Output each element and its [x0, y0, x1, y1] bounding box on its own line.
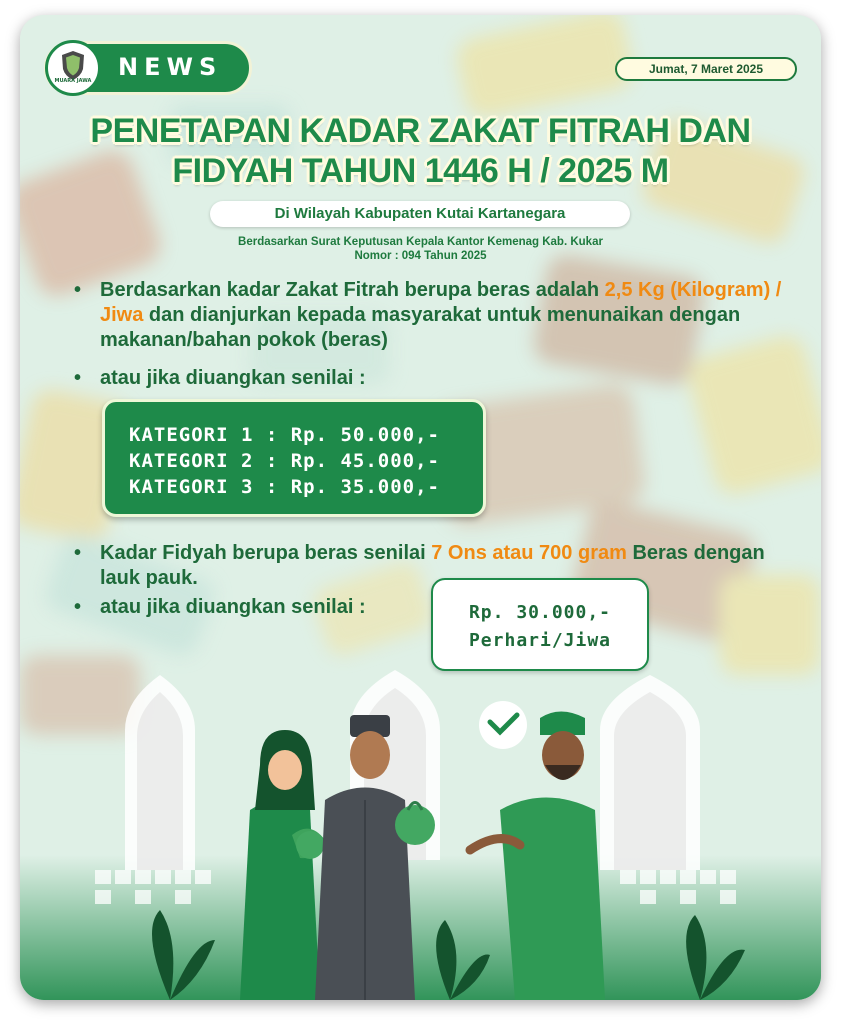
zakat-text-1: Berdasarkan kadar Zakat Fitrah berupa beras adalah	[100, 279, 605, 301]
logo-emblem	[45, 40, 101, 96]
category-box	[102, 399, 486, 517]
fidyah-unit: Perhari/Jiwa	[468, 630, 612, 651]
bullet-dot: •	[74, 542, 82, 564]
fidyah-money-intro: atau jika diuangkan senilai :	[100, 596, 366, 618]
plant-right	[686, 915, 745, 1000]
woman-figure	[240, 730, 325, 1000]
poster-card	[20, 15, 821, 1000]
bullet-dot: •	[74, 279, 82, 301]
zakat-bullet	[74, 278, 790, 353]
title-line-1: PENETAPAN KADAR ZAKAT FITRAH DAN	[90, 112, 751, 150]
plant-left	[152, 910, 215, 1000]
region-badge: Di Wilayah Kabupaten Kutai Kartanegara	[210, 201, 630, 227]
category-3: KATEGORI 3 : Rp. 35.000,-	[129, 476, 440, 498]
fidyah-text-1: Kadar Fidyah berupa beras senilai	[100, 542, 432, 564]
zakat-text-2: dan dianjurkan kepada masyarakat untuk menunaikan dengan makanan/bahan pokok (beras)	[100, 304, 741, 351]
date-badge: Jumat, 7 Maret 2025	[615, 57, 797, 81]
plant-middle	[436, 920, 490, 1000]
title-line-2: FIDYAH TAHUN 1446 H / 2025 M	[172, 152, 669, 190]
tile-floor	[95, 870, 736, 904]
page-title	[60, 111, 781, 191]
shield-icon	[48, 43, 98, 93]
zakat-highlight: 2,5 Kg (Kilogram) / Jiwa	[100, 279, 782, 326]
fidyah-amount-box	[431, 578, 649, 671]
bullet-dot: •	[74, 367, 82, 389]
category-2: KATEGORI 2 : Rp. 45.000,-	[129, 450, 440, 472]
fidyah-text-2: Beras dengan lauk pauk.	[100, 542, 765, 589]
fidyah-amount: Rp. 30.000,-	[468, 602, 612, 623]
man-figure	[470, 712, 605, 1001]
decree-line-2: Nomor : 094 Tahun 2025	[354, 250, 487, 262]
logo-text: MUARA JAWA	[54, 78, 92, 84]
category-1: KATEGORI 1 : Rp. 50.000,-	[129, 424, 440, 446]
check-bubble-icon	[479, 701, 527, 749]
zakat-money-intro: atau jika diuangkan senilai :	[100, 367, 366, 389]
fidyah-highlight: 7 Ons atau 700 gram	[431, 542, 627, 564]
news-label: NEWS	[118, 53, 223, 81]
decree-reference	[160, 235, 681, 263]
zakat-illustration	[20, 670, 821, 1000]
fidyah-money-bullet	[74, 595, 430, 620]
bullet-dot: •	[74, 596, 82, 618]
zakat-money-bullet	[74, 366, 600, 391]
decree-line-1: Berdasarkan Surat Keputusan Kepala Kantor Kemenag Kab. Kukar	[238, 236, 603, 248]
